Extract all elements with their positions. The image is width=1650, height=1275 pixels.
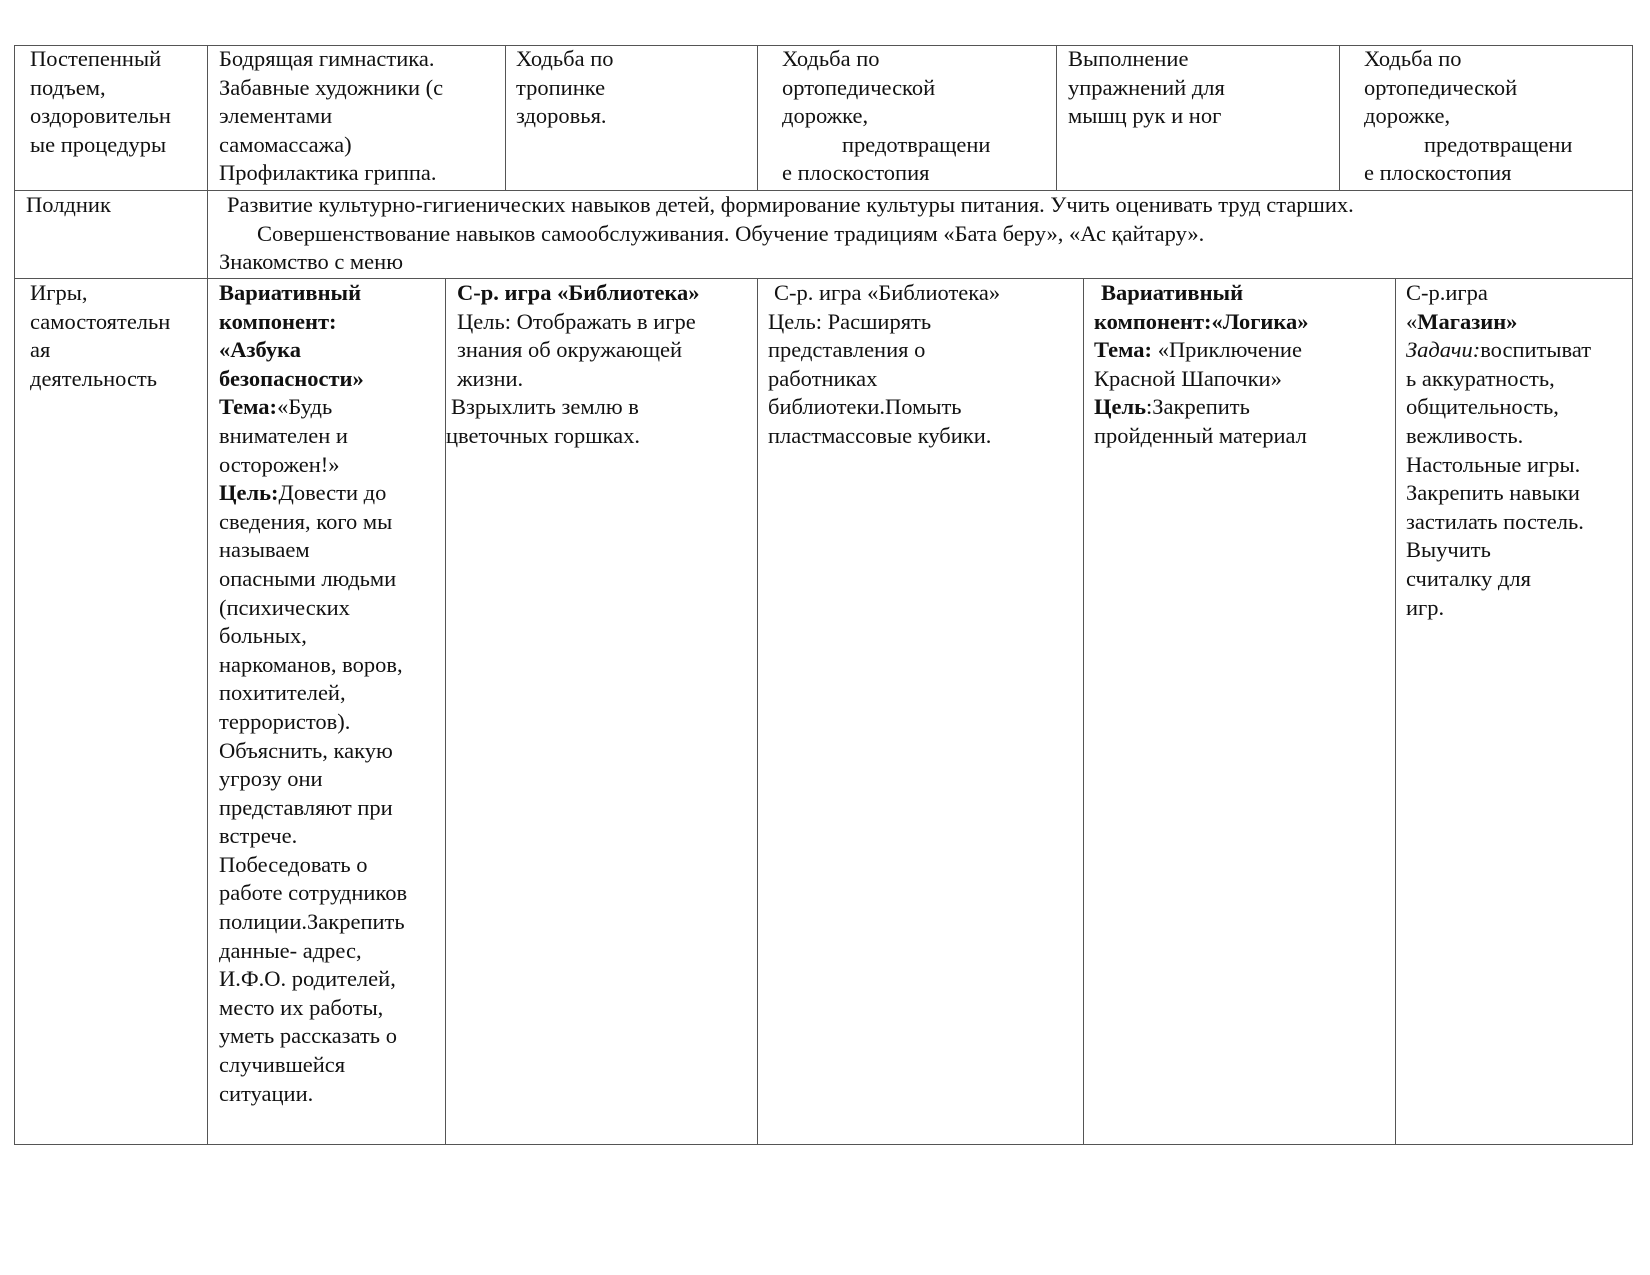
wednesday-line: работниках (768, 365, 878, 391)
monday-body-line: больных, (219, 623, 307, 649)
row2-label-cell (26, 191, 111, 220)
tuesday-heading-text: С-р. игра «Библиотека» (457, 280, 700, 305)
row1-friday-line: дорожке, (1364, 103, 1451, 129)
row1-divider-c (1056, 45, 1057, 190)
monday-theme-line: внимателен и (219, 422, 348, 448)
row1-label-line: подъем, (30, 74, 106, 100)
thursday-goal-label: Цель (1094, 394, 1147, 420)
row3-wednesday-cell (768, 279, 1000, 451)
row1-friday-line: предотвращени (1424, 131, 1573, 157)
row1-monday-line: Бодрящая гимнастика. (219, 46, 435, 71)
wednesday-line: представления о (768, 337, 926, 363)
row1-tuesday-cell (516, 45, 614, 131)
monday-body-line: полиции.Закрепить (219, 909, 405, 935)
monday-heading-line (219, 336, 407, 365)
row3-divider-d (1395, 278, 1396, 1144)
monday-theme-label: Тема: (219, 394, 278, 420)
monday-theme-line (219, 393, 407, 422)
monday-body-line: наркоманов, воров, (219, 651, 403, 677)
thursday-heading-text: Вариативный (1101, 280, 1244, 305)
monday-body-line: Объяснить, какую (219, 737, 393, 763)
thursday-theme-label: Тема: (1094, 337, 1153, 363)
thursday-theme-line (1094, 336, 1309, 365)
monday-body-line: случившейся (219, 1052, 346, 1078)
row2-content-cell (219, 191, 1354, 277)
monday-heading-line (219, 365, 407, 394)
monday-heading-line (219, 308, 407, 337)
row1-label-cell (30, 45, 171, 159)
monday-heading-line (219, 279, 407, 308)
friday-body-line: Выучить (1406, 537, 1491, 563)
tuesday-body-line: Цель: Отображать в игре (457, 308, 696, 334)
row1-divider-a (505, 45, 506, 190)
row1-label-line: ые процедуры (30, 131, 167, 157)
friday-body-line: застилать постель. (1406, 508, 1584, 534)
monday-body-line: встрече. (219, 823, 298, 849)
monday-body-line: работе сотрудников (219, 880, 408, 906)
row3-thursday-cell (1094, 279, 1309, 451)
table-border-left (14, 45, 15, 1145)
row1-monday-cell (219, 45, 443, 188)
monday-body-line: угрозу они (219, 766, 323, 792)
thursday-heading-line (1094, 308, 1309, 337)
wednesday-line: пластмассовые кубики. (768, 422, 992, 448)
monday-goal-line (219, 479, 407, 508)
row3-friday-cell (1406, 279, 1591, 622)
friday-body-line: общительность, (1406, 394, 1559, 420)
row2-content-line: Совершенствование навыков самообслуживания. Обучение традициям «Бата беру», «Ас қайтару». (257, 220, 1205, 246)
monday-goal-text: Довести до (278, 480, 387, 506)
friday-title-quote: « (1406, 308, 1418, 334)
thursday-goal-line (1094, 393, 1309, 422)
row1-divider-b (757, 45, 758, 190)
friday-body-line: Закрепить навыки (1406, 480, 1580, 506)
monday-body-line: террористов). (219, 708, 351, 734)
row3-label-line: деятельность (30, 365, 158, 391)
tuesday-heading-line (451, 279, 700, 308)
wednesday-line: библиотеки.Помыть (768, 394, 962, 420)
row1-tuesday-line: Ходьба по (516, 46, 614, 71)
row1-wednesday-line: Ходьба по (782, 46, 880, 71)
tuesday-extra-line: цветочных горшках. (446, 422, 641, 448)
thursday-goal-text: :Закрепить (1146, 394, 1250, 420)
monday-body-line: опасными людьми (219, 565, 397, 591)
monday-body-line: данные- адрес, (219, 937, 362, 963)
friday-title-bold: Магазин» (1417, 308, 1518, 334)
monday-body-line: (психических (219, 594, 350, 620)
friday-body-line: вежливость. (1406, 422, 1524, 448)
row1-wednesday-line: предотвращени (842, 131, 991, 157)
table-border-bottom (14, 1144, 1632, 1145)
row1-thursday-cell (1068, 45, 1225, 131)
row3-label-line: ая (30, 337, 51, 363)
monday-body-line: называем (219, 537, 310, 563)
table-border-right (1632, 45, 1633, 1145)
thursday-theme-line: Красной Шапочки» (1094, 365, 1282, 391)
row3-label-cell (30, 279, 170, 393)
monday-body-line: ситуации. (219, 1080, 314, 1106)
monday-body-line: И.Ф.О. родителей, (219, 966, 396, 992)
row1-label-line: Постепенный (30, 46, 162, 71)
row1-friday-cell (1364, 45, 1572, 188)
row2-content-line: Знакомство с меню (219, 249, 403, 275)
tuesday-body-line: жизни. (457, 365, 524, 391)
monday-body-line: похитителей, (219, 680, 346, 706)
row3-monday-cell (219, 279, 407, 1108)
wednesday-line: С-р. игра «Библиотека» (774, 280, 1001, 305)
friday-title-line: С-р.игра (1406, 280, 1488, 305)
tuesday-body-line: знания об окружающей (457, 337, 683, 363)
row3-divider-a (445, 278, 446, 1144)
thursday-goal-line: пройденный материал (1094, 422, 1307, 448)
monday-heading-text: компонент: (219, 308, 337, 334)
row1-friday-line: е плоскостопия (1364, 160, 1512, 186)
row1-thursday-line: упражнений для (1068, 74, 1225, 100)
monday-body-line: Побеседовать о (219, 851, 368, 877)
monday-body-line: уметь рассказать о (219, 1023, 397, 1049)
friday-task-line (1406, 336, 1591, 365)
row3-divider-b (757, 278, 758, 1144)
friday-task-label: Задачи: (1406, 337, 1481, 363)
wednesday-line: Цель: Расширять (768, 308, 932, 334)
row2-label: Полдник (26, 192, 111, 217)
monday-heading-text: Вариативный (219, 280, 362, 305)
row1-wednesday-line: е плоскостопия (782, 160, 930, 186)
friday-body-line: считалку для (1406, 565, 1531, 591)
row3-divider-c (1083, 278, 1084, 1144)
row1-wednesday-cell (782, 45, 990, 188)
thursday-heading-text: компонент:«Логика» (1094, 308, 1309, 334)
row1-wednesday-line: дорожке, (782, 103, 869, 129)
monday-theme-text: «Будь (277, 394, 333, 420)
monday-body-line: место их работы, (219, 994, 384, 1020)
friday-body-line: ь аккуратность, (1406, 365, 1555, 391)
row1-wednesday-line: ортопедической (782, 74, 936, 100)
friday-title-line (1406, 308, 1591, 337)
row3-tuesday-cell (446, 279, 700, 451)
monday-body-line: представляют при (219, 794, 393, 820)
friday-body-line: игр. (1406, 594, 1445, 620)
row1-thursday-line: мышц рук и ног (1068, 103, 1222, 129)
row1-divider-d (1339, 45, 1340, 190)
friday-task-text: воспитыват (1480, 337, 1592, 363)
row1-monday-line: элементами (219, 103, 333, 129)
monday-heading-text: безопасности» (219, 365, 364, 391)
friday-body-line: Настольные игры. (1406, 451, 1581, 477)
row1-monday-line: Забавные художники (с (219, 74, 444, 100)
row3-label-line: Игры, (30, 280, 88, 305)
row1-monday-line: самомассажа) (219, 131, 352, 157)
tuesday-extra-line: Взрыхлить землю в (451, 394, 639, 420)
row1-monday-line: Профилактика гриппа. (219, 160, 437, 186)
monday-heading-text: «Азбука (219, 337, 302, 363)
row1-thursday-line: Выполнение (1068, 46, 1189, 71)
row1-friday-line: ортопедической (1364, 74, 1518, 100)
label-column-divider (207, 45, 208, 1145)
monday-body-line: сведения, кого мы (219, 508, 393, 534)
monday-goal-label: Цель: (219, 480, 279, 506)
row1-friday-line: Ходьба по (1364, 46, 1462, 71)
row1-tuesday-line: здоровья. (516, 103, 607, 129)
row2-content-line: Развитие культурно-гигиенических навыков детей, формирование культуры питания. Учить оценивать труд старших. (227, 192, 1354, 217)
monday-theme-line: осторожен!» (219, 451, 340, 477)
thursday-theme-text: «Приключение (1152, 337, 1302, 363)
row1-label-line: оздоровительн (30, 103, 171, 129)
row3-label-line: самостоятельн (30, 308, 171, 334)
row1-tuesday-line: тропинке (516, 74, 606, 100)
thursday-heading-line (1094, 279, 1309, 308)
